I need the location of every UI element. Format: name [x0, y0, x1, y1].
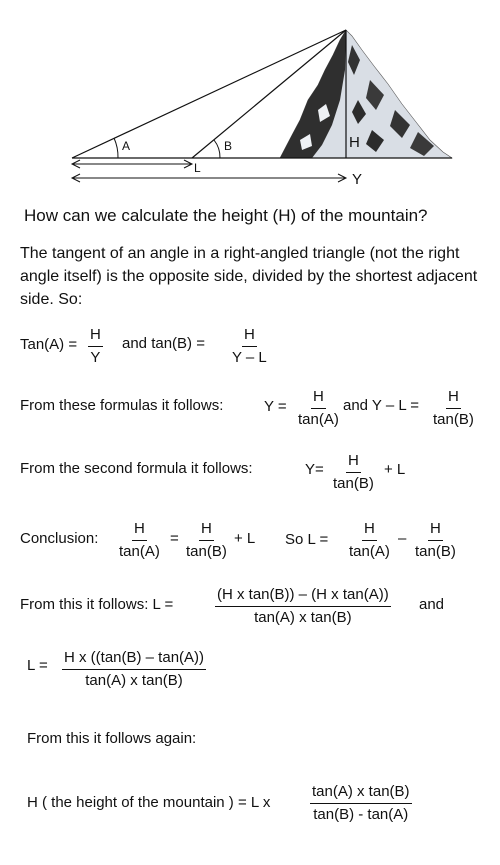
angle-arc-a	[114, 138, 118, 158]
label-b: B	[224, 139, 233, 153]
fraction-numerator: H x ((tan(B) – tan(A))	[62, 649, 206, 670]
fraction-numerator: H	[362, 520, 377, 541]
line4-equals: =	[170, 530, 179, 547]
line3-prefix: From the second formula it follows:	[20, 460, 253, 477]
fraction-numerator: H	[132, 520, 147, 541]
fraction-numerator: (H x tan(B)) – (H x tan(A))	[215, 586, 391, 607]
line5-prefix: From this it follows: L =	[20, 596, 174, 613]
fraction-numerator: H	[88, 326, 103, 347]
intro-paragraph: The tangent of an angle in a right-angled triangle (not the right angle itself) is the opposite side, divided by the shortest adjacent side. So:	[20, 245, 478, 308]
line2-fraction-1	[296, 388, 341, 429]
fraction-denominator: tan(B)	[433, 411, 474, 428]
line5-suffix: and	[419, 596, 445, 613]
fraction-denominator: tan(B) - tan(A)	[313, 806, 409, 823]
fraction-denominator: tan(A) x tan(B)	[85, 672, 183, 689]
fraction-denominator: tan(B)	[415, 543, 456, 560]
label-a: A	[122, 139, 131, 153]
angle-arc-b	[214, 140, 220, 158]
fraction-denominator: tan(A)	[298, 411, 339, 428]
line3-y-equals: Y=	[305, 461, 324, 478]
line4-fraction-3	[347, 520, 392, 561]
fraction-numerator: H	[311, 388, 326, 409]
fraction-numerator: H	[428, 520, 443, 541]
line5-fraction	[215, 586, 391, 627]
line4-fraction-4	[413, 520, 458, 561]
fraction-denominator: tan(B)	[333, 475, 374, 492]
mountain-diagram	[0, 0, 500, 200]
line3-fraction	[331, 452, 376, 493]
fraction-numerator: tan(A) x tan(B)	[310, 783, 412, 804]
fraction-denominator: Y – L	[232, 349, 267, 366]
line2-middle: and Y – L =	[343, 397, 420, 414]
label-h: H	[349, 134, 360, 151]
line4-fraction-1	[117, 520, 162, 561]
line2-prefix: From these formulas it follows:	[20, 397, 224, 414]
line4-plus-l: + L	[234, 530, 256, 547]
line6-prefix: L =	[27, 657, 48, 674]
line1-prefix: Tan(A) =	[20, 336, 78, 353]
fraction-numerator: H	[242, 326, 257, 347]
line1-middle: and tan(B) =	[122, 335, 205, 352]
line3-suffix: + L	[384, 461, 406, 478]
line4-prefix: Conclusion:	[20, 530, 99, 547]
fraction-numerator: H	[346, 452, 361, 473]
fraction-denominator: tan(A) x tan(B)	[254, 609, 352, 626]
line4-fraction-2	[184, 520, 229, 561]
line7-text: From this it follows again:	[27, 730, 197, 747]
fraction-denominator: Y	[90, 349, 101, 366]
fraction-denominator: tan(A)	[119, 543, 160, 560]
fraction-denominator: tan(B)	[186, 543, 227, 560]
line8-prefix: H ( the height of the mountain ) = L x	[27, 794, 271, 811]
fraction-numerator: H	[199, 520, 214, 541]
line6-fraction	[62, 649, 206, 690]
line8-fraction	[310, 783, 412, 824]
line1-fraction-1	[88, 326, 103, 367]
fraction-numerator: H	[446, 388, 461, 409]
line4-minus: –	[398, 530, 407, 547]
question-heading: How can we calculate the height (H) of the mountain?	[24, 206, 428, 225]
line2-fraction-2	[431, 388, 476, 429]
label-l: L	[194, 161, 201, 175]
line1-fraction-2	[230, 326, 269, 367]
label-y: Y	[352, 171, 363, 188]
fraction-denominator: tan(A)	[349, 543, 390, 560]
line4-so-l: So L =	[285, 531, 329, 548]
line2-y-equals: Y =	[264, 398, 287, 415]
